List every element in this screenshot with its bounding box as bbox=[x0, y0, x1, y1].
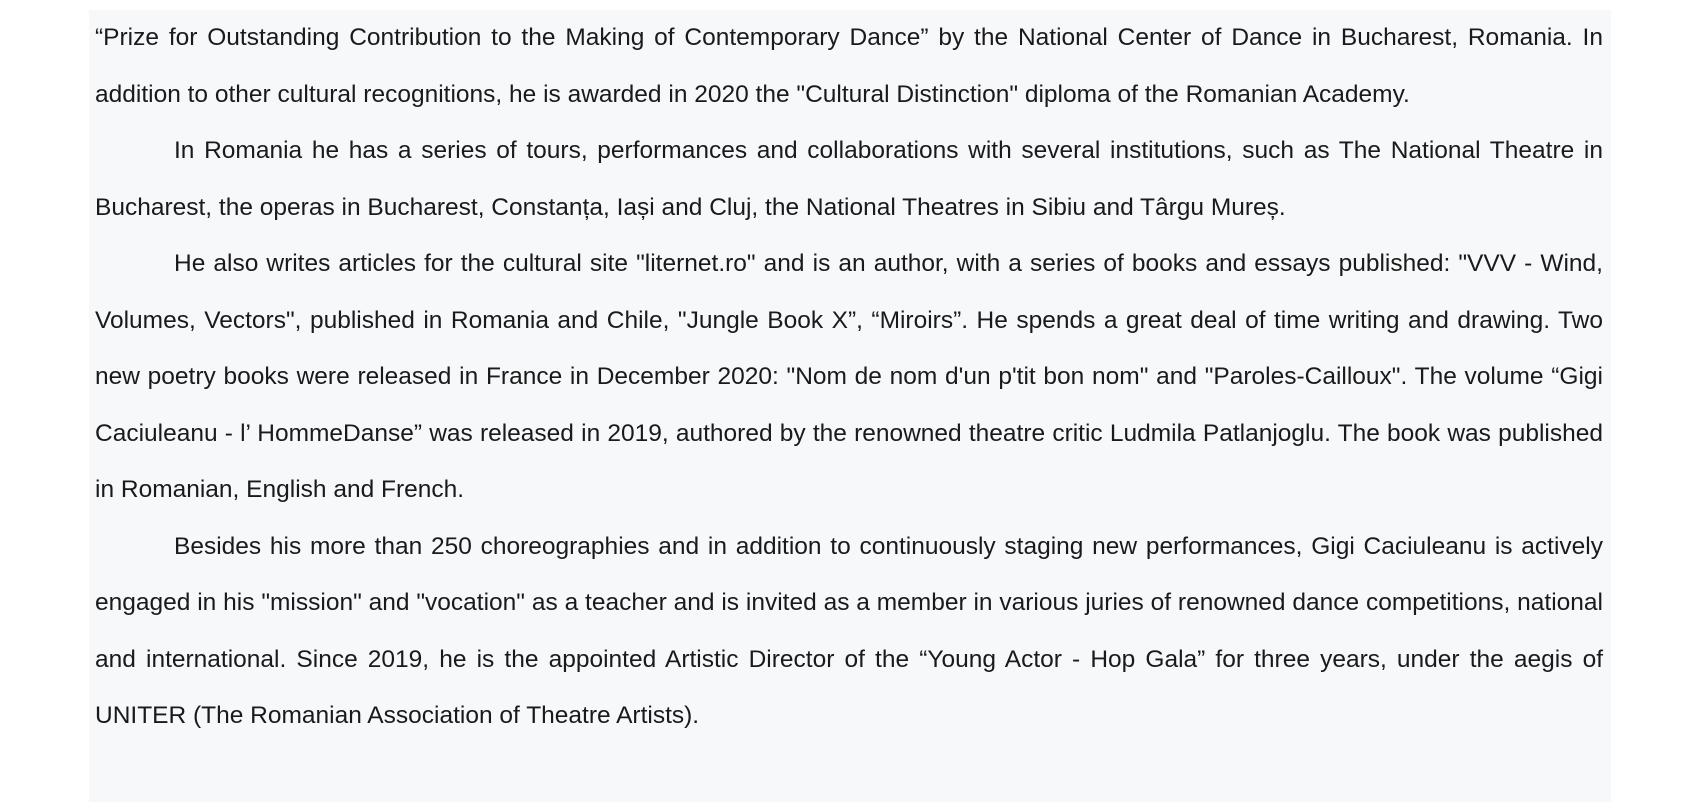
paragraph-prize-recognition: “Prize for Outstanding Contribution to the Making of Contemporary Dance” by the National Center of Dance in Bucharest, Romania. In addition to other cultural recognitions, he is awarded in 2020 the "Cultural Distinction" diploma of the Romanian Academy. bbox=[95, 24, 1603, 108]
document-body bbox=[95, 10, 1603, 745]
paragraph-teaching-juries: Besides his more than 250 choreographies and in addition to continuously staging new performances, Gigi Caciuleanu is actively engaged in his "mission" and "vocation" as a teacher and is invited as a member in various juries of renowned dance competitions, national and international. Since 2019, he is the appointed Artistic Director of the “Young Actor - Hop Gala” for three years, under the aegis of UNITER (The Romanian Association of Theatre Artists). bbox=[95, 532, 1603, 729]
paragraph-writing-books: He also writes articles for the cultural site "liternet.ro" and is an author, with a series of books and essays published: "VVV - Wind, Volumes, Vectors", published in Romania and Chile, "Jungle Book X”, “Miroirs”. He spends a great deal of time writing and drawing. Two new poetry books were released in France in December 2020: "Nom de nom d'un p'tit bon nom" and "Paroles-Cailloux". The volume “Gigi Caciuleanu - l’ HommeDanse” was released in 2019, authored by the renowned theatre critic Ludmila Patlanjoglu. The book was published in Romanian, English and French. bbox=[95, 250, 1603, 503]
document-page bbox=[89, 10, 1611, 802]
paragraph-romania-tours: In Romania he has a series of tours, performances and collaborations with several institutions, such as The National Theatre in Bucharest, the operas in Bucharest, Constanța, Iași and Cluj, the National Theatres in Sibiu and Târgu Mureș. bbox=[95, 137, 1603, 221]
